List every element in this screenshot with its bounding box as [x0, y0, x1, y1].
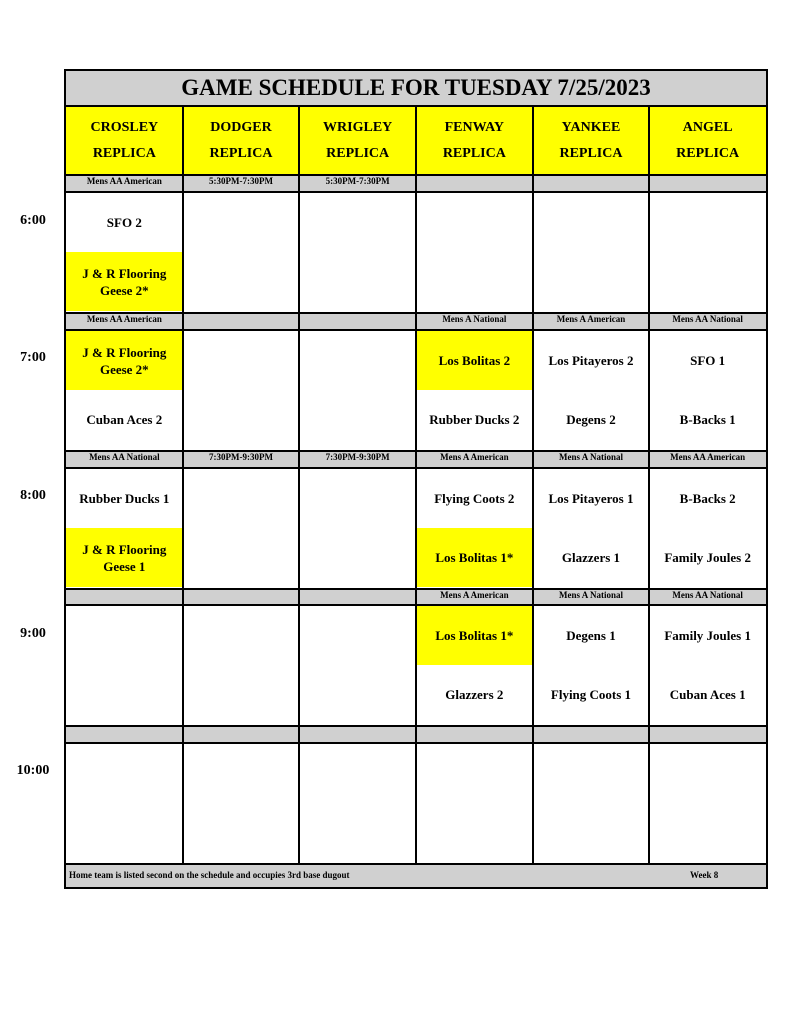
division-band: Mens AA National — [66, 451, 183, 469]
time-slot-cell — [183, 469, 300, 587]
venue-subtitle: REPLICA — [209, 146, 273, 161]
time-slot-cell — [533, 606, 650, 724]
game-entry: J & R Flooring Geese 2* — [66, 252, 183, 311]
time-slot-cell — [649, 331, 766, 449]
time-slot-cell — [416, 469, 533, 587]
game-entry: Rubber Ducks 1 — [79, 491, 170, 506]
division-band: Mens AA National — [649, 589, 766, 606]
division-band: Mens AA American — [66, 313, 183, 331]
game-entry: J & R Flooring Geese 2* — [66, 331, 183, 390]
game-entry: SFO 2 — [106, 215, 142, 230]
time-slot-cell — [183, 744, 300, 862]
game-entry: Family Joules 2 — [664, 550, 751, 565]
venue-name: WRIGLEY — [323, 120, 393, 135]
time-slot-cell — [299, 469, 416, 587]
week-label: Week 8 — [690, 870, 719, 880]
time-label: 8:00 — [20, 488, 46, 503]
time-slot-cell — [66, 606, 183, 724]
venue-name: DODGER — [210, 120, 272, 135]
time-slot-cell — [66, 193, 183, 311]
schedule-title: GAME SCHEDULE FOR TUESDAY 7/25/2023 — [66, 71, 766, 107]
venue-name: FENWAY — [444, 120, 505, 135]
time-slot-cell — [533, 193, 650, 311]
game-entry: Los Pitayeros 1 — [548, 491, 634, 506]
column-divider — [532, 107, 534, 865]
time-slot-cell — [66, 744, 183, 862]
time-slot-cell — [533, 469, 650, 587]
game-entry: Los Bolitas 2 — [416, 331, 533, 390]
game-entry: SFO 1 — [690, 353, 726, 368]
venue-header-wrigley — [299, 107, 416, 175]
venue-subtitle: REPLICA — [442, 146, 506, 161]
game-entry: Cuban Aces 1 — [669, 687, 746, 702]
venue-subtitle: REPLICA — [676, 146, 740, 161]
time-slot-cell — [649, 193, 766, 311]
game-entry: Glazzers 1 — [561, 550, 621, 565]
time-slot-cell — [649, 469, 766, 587]
venue-name: ANGEL — [682, 120, 733, 135]
time-slot-cell — [649, 744, 766, 862]
time-slot-cell — [183, 606, 300, 724]
time-label: 10:00 — [16, 763, 50, 778]
column-divider — [415, 107, 417, 865]
division-band: 5:30PM-7:30PM — [299, 175, 416, 193]
venue-header-yankee — [533, 107, 650, 175]
game-entry: Los Pitayeros 2 — [548, 353, 634, 368]
time-label: 6:00 — [20, 213, 46, 228]
time-slot-cell — [299, 193, 416, 311]
time-slot-cell — [416, 744, 533, 862]
schedule-footer — [66, 865, 766, 887]
time-slot-cell — [66, 331, 183, 449]
time-label: 9:00 — [20, 626, 46, 641]
division-band: 5:30PM-7:30PM — [183, 175, 300, 193]
division-band: Mens AA National — [649, 313, 766, 331]
game-entry: Los Bolitas 1* — [416, 528, 533, 587]
venue-name: YANKEE — [561, 120, 621, 135]
time-slot-cell — [416, 606, 533, 724]
game-entry: Flying Coots 2 — [434, 491, 515, 506]
game-entry: B-Backs 2 — [679, 491, 736, 506]
venue-header-crosley — [66, 107, 183, 175]
time-slot-cell — [649, 606, 766, 724]
venue-subtitle: REPLICA — [92, 146, 156, 161]
game-entry: Glazzers 2 — [445, 687, 504, 702]
division-band: Mens AA American — [66, 175, 183, 193]
home-team-note: Home team is listed second on the schedule and occupies 3rd base dugout — [69, 870, 350, 880]
time-slot-cell — [183, 331, 300, 449]
game-entry: Degens 1 — [566, 628, 616, 643]
column-divider — [648, 107, 650, 865]
venue-header-dodger — [183, 107, 300, 175]
time-slot-cell — [416, 331, 533, 449]
game-entry: J & R Flooring Geese 1 — [66, 528, 183, 587]
time-slot-cell — [299, 744, 416, 862]
game-entry: Flying Coots 1 — [550, 687, 632, 702]
venue-header-fenway — [416, 107, 533, 175]
venue-header-angel — [649, 107, 766, 175]
game-entry: Degens 2 — [566, 412, 616, 427]
time-slot-cell — [533, 331, 650, 449]
division-band: Mens A American — [416, 451, 533, 469]
division-band: Mens A American — [533, 313, 650, 331]
division-band: 7:30PM-9:30PM — [183, 451, 300, 469]
game-entry: Cuban Aces 2 — [86, 412, 163, 427]
time-slot-cell — [66, 469, 183, 587]
venue-subtitle: REPLICA — [559, 146, 623, 161]
division-band: Mens A National — [416, 313, 533, 331]
schedule-table — [64, 69, 768, 889]
time-slot-cell — [416, 193, 533, 311]
game-entry: Los Bolitas 1* — [416, 606, 533, 665]
game-entry: Family Joules 1 — [664, 628, 751, 643]
time-slot-cell — [183, 193, 300, 311]
column-divider — [298, 107, 300, 865]
game-entry: Rubber Ducks 2 — [429, 412, 520, 427]
time-slot-cell — [533, 744, 650, 862]
venue-name: CROSLEY — [90, 120, 159, 135]
time-slot-cell — [299, 606, 416, 724]
column-divider — [182, 107, 184, 865]
venue-subtitle: REPLICA — [326, 146, 390, 161]
division-band: Mens A American — [416, 589, 533, 606]
division-band: Mens AA American — [649, 451, 766, 469]
time-label: 7:00 — [20, 350, 46, 365]
division-band: Mens A National — [533, 451, 650, 469]
division-band: 7:30PM-9:30PM — [299, 451, 416, 469]
game-entry: B-Backs 1 — [679, 412, 736, 427]
division-band: Mens A National — [533, 589, 650, 606]
time-slot-cell — [299, 331, 416, 449]
